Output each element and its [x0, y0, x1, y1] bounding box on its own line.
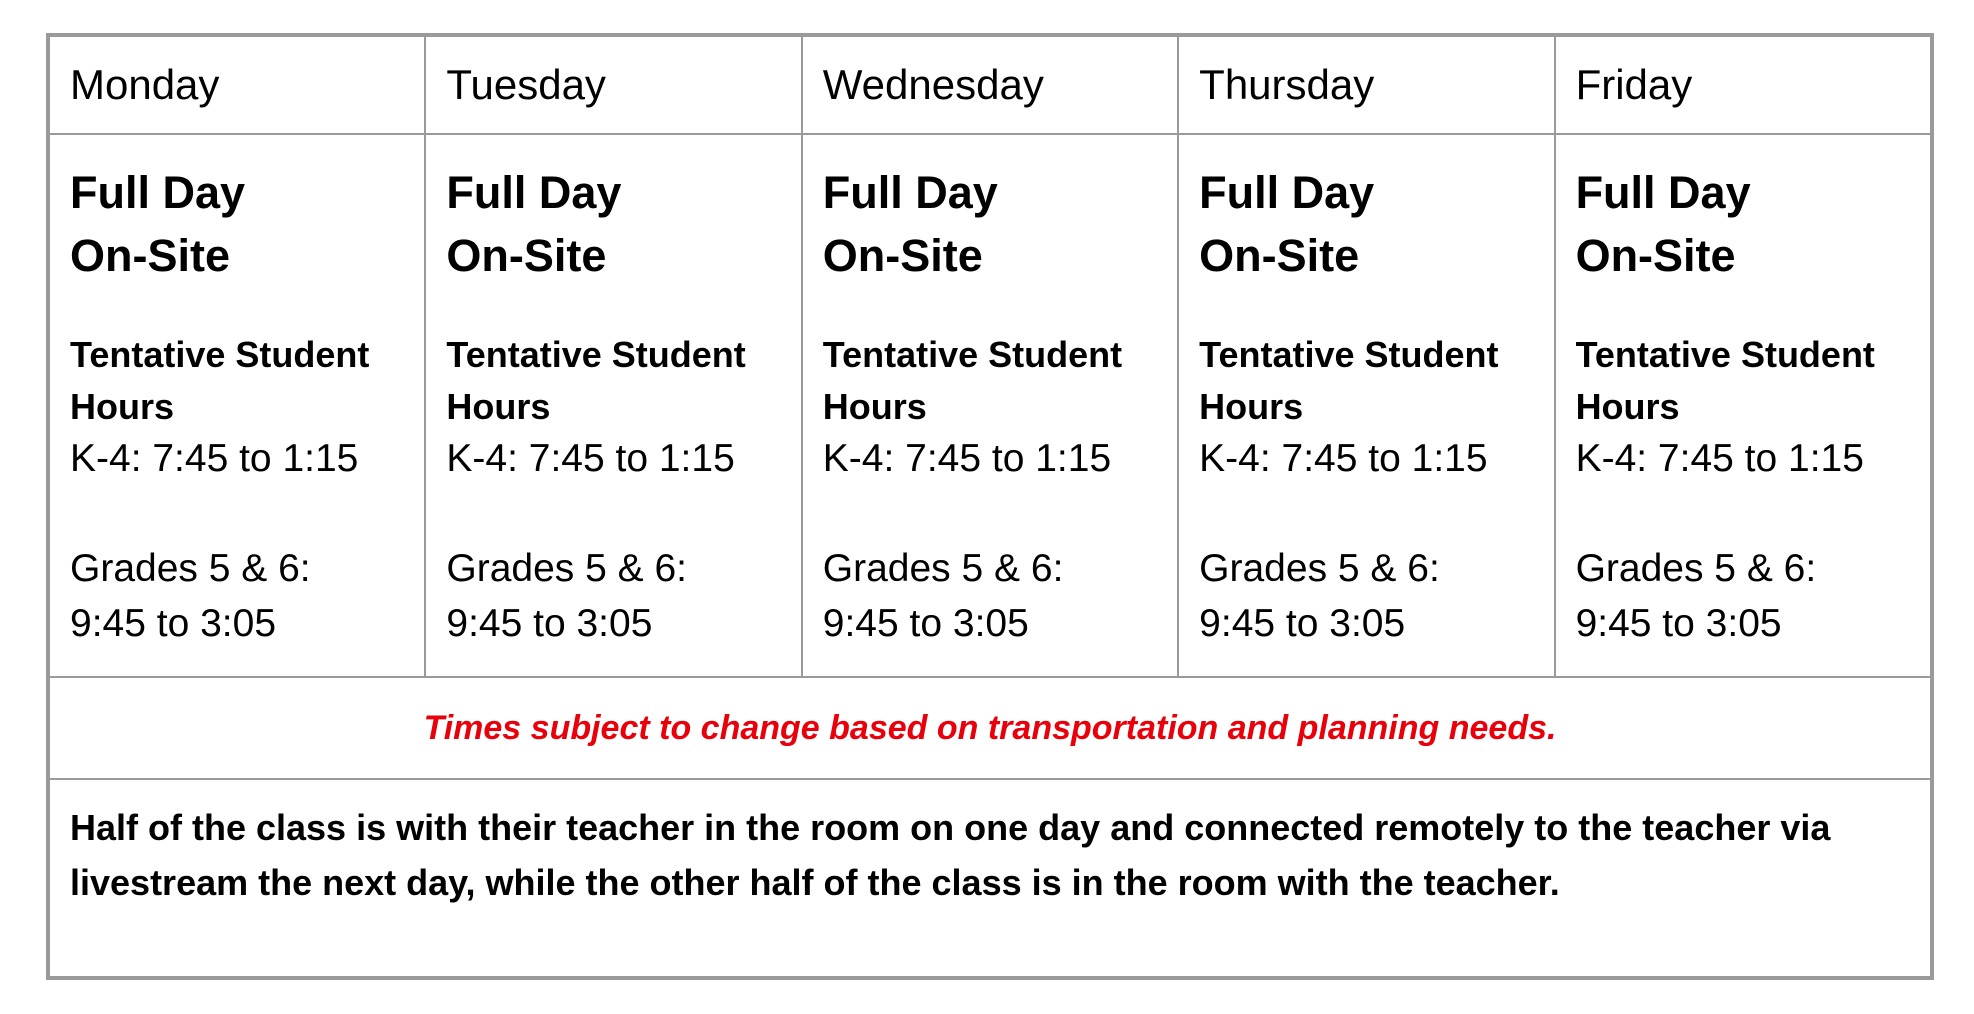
note-cell: [49, 677, 1931, 779]
description-row: [49, 779, 1931, 977]
schedule-change-note: Times subject to change based on transportation and planning needs.: [423, 708, 1557, 747]
grades-5-6-hours: [1199, 541, 1545, 651]
grades-label: Grades 5 & 6:: [70, 547, 311, 590]
description-cell: [49, 779, 1931, 977]
grades-time: 9:45 to 3:05: [446, 602, 653, 645]
grades-5-6-hours: [446, 541, 792, 651]
mode-title-line1: Full Day: [1199, 167, 1375, 218]
grades-time: 9:45 to 3:05: [70, 602, 277, 645]
mode-title-line2: On-Site: [70, 230, 231, 281]
day-cell-tuesday: [425, 134, 801, 677]
mode-title-line2: On-Site: [446, 230, 607, 281]
grades-5-6-hours: [70, 541, 416, 651]
mode-title-line2: On-Site: [1199, 230, 1360, 281]
schedule-grid: [48, 35, 1932, 978]
day-cell-wednesday: [802, 134, 1178, 677]
k4-hours: K-4: 7:45 to 1:15: [1575, 437, 1864, 480]
mode-title: [1576, 161, 1922, 287]
grades-time: 9:45 to 3:05: [822, 602, 1029, 645]
day-header-thursday: Thursday: [1178, 36, 1554, 134]
hours-heading: Tentative Student Hours: [822, 334, 1123, 427]
k4-hours: K-4: 7:45 to 1:15: [1199, 437, 1488, 480]
grades-label: Grades 5 & 6:: [822, 547, 1064, 590]
note-row: [49, 677, 1931, 779]
grades-5-6-hours: [823, 541, 1169, 651]
k4-hours: K-4: 7:45 to 1:15: [70, 437, 359, 480]
day-header-monday: Monday: [49, 36, 425, 134]
k4-hours: K-4: 7:45 to 1:15: [822, 437, 1112, 480]
grades-5-6-hours: [1576, 541, 1922, 651]
grades-label: Grades 5 & 6:: [1199, 547, 1440, 590]
k4-hours: K-4: 7:45 to 1:15: [446, 437, 735, 480]
grades-label: Grades 5 & 6:: [1575, 547, 1817, 590]
day-cell-monday: [49, 134, 425, 677]
hours-heading: Tentative Student Hours: [1199, 334, 1499, 427]
mode-title: [823, 161, 1169, 287]
mode-title-line1: Full Day: [822, 167, 998, 218]
day-cell-thursday: [1178, 134, 1554, 677]
mode-title-line1: Full Day: [1575, 167, 1751, 218]
mode-title-line2: On-Site: [1575, 230, 1736, 281]
day-details-row: [49, 134, 1931, 677]
mode-title: [70, 161, 416, 287]
mode-title-line2: On-Site: [822, 230, 983, 281]
hours-heading: Tentative Student Hours: [446, 334, 746, 427]
grades-time: 9:45 to 3:05: [1575, 602, 1782, 645]
mode-title-line1: Full Day: [70, 167, 246, 218]
grades-time: 9:45 to 3:05: [1199, 602, 1406, 645]
hybrid-model-description: Half of the class is with their teacher in the room on one day and connected remotely to the teacher via livestream the next day, while the other half of the class is in the room with the teacher.: [70, 807, 1831, 903]
day-header-wednesday: Wednesday: [802, 36, 1178, 134]
day-cell-friday: [1555, 134, 1931, 677]
day-header-friday: Friday: [1555, 36, 1931, 134]
mode-title-line1: Full Day: [446, 167, 622, 218]
hours-heading: Tentative Student Hours: [1575, 334, 1875, 427]
hours-heading: Tentative Student Hours: [70, 334, 370, 427]
grades-label: Grades 5 & 6:: [446, 547, 688, 590]
schedule-table: [46, 33, 1934, 980]
day-header-tuesday: Tuesday: [425, 36, 801, 134]
mode-title: [1199, 161, 1545, 287]
day-header-row: [49, 36, 1931, 134]
mode-title: [446, 161, 792, 287]
